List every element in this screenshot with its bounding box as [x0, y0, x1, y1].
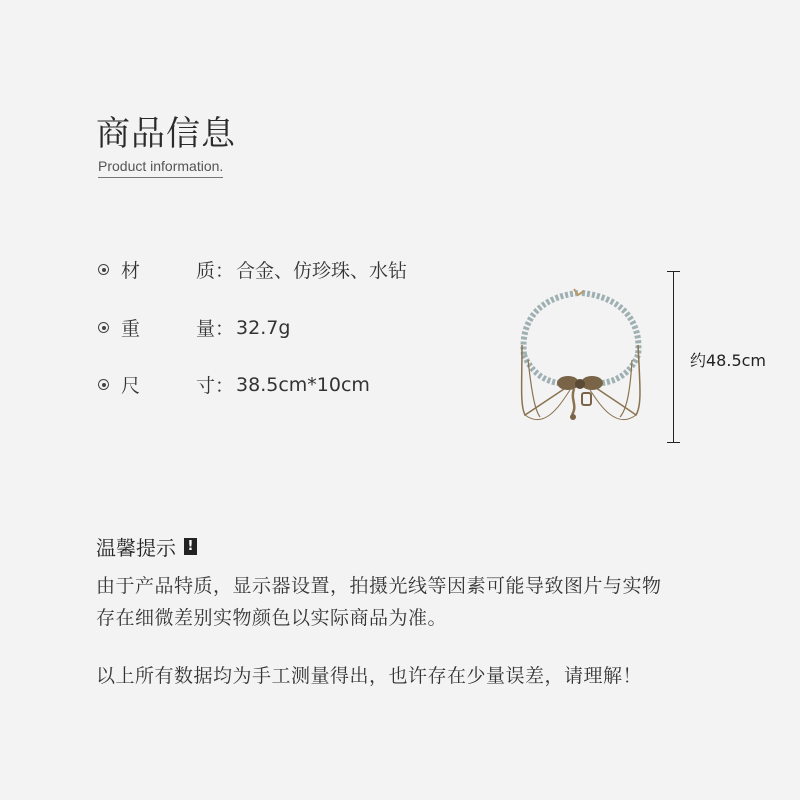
necklace-product-image: [510, 285, 650, 435]
spec-weight: 重 量 ： 32.7g: [98, 314, 290, 341]
notice-line: 由于产品特质，显示器设置，拍摄光线等因素可能导致图片与实物: [96, 575, 662, 597]
notice-heading-text: 温馨提示: [96, 536, 176, 560]
exclamation-icon: !: [184, 538, 197, 555]
spec-value: 32.7g: [236, 316, 291, 339]
page-title: 商品信息: [96, 114, 236, 154]
spec-value: 38.5cm*10cm: [236, 373, 370, 396]
notice-heading: [96, 532, 197, 561]
bullet-icon: [98, 322, 109, 333]
spec-material: 材 质 ： 合金、仿珍珠、水钻: [98, 256, 407, 283]
spec-value: 合金、仿珍珠、水钻: [236, 260, 408, 282]
dimension-line: [673, 271, 674, 443]
bullet-icon: [98, 264, 109, 275]
bullet-icon: [98, 379, 109, 390]
dimension-cap-top: [667, 271, 680, 272]
dimension-label: 约48.5cm: [690, 351, 767, 370]
notice-paragraph-1: [96, 570, 662, 634]
notice-line: 存在细微差别实物颜色以实际商品为准。: [96, 607, 448, 629]
spec-label: 尺 寸: [121, 375, 215, 397]
spec-label: 材 质: [121, 260, 215, 282]
dimension-cap-bottom: [667, 442, 680, 443]
notice-paragraph-2: 以上所有数据均为手工测量得出，也许存在少量误差，请理解！: [96, 665, 643, 687]
page-subtitle: Product information.: [98, 158, 223, 178]
spec-label: 重 量: [121, 318, 215, 340]
spec-size: 尺 寸 ： 38.5cm*10cm: [98, 371, 370, 398]
